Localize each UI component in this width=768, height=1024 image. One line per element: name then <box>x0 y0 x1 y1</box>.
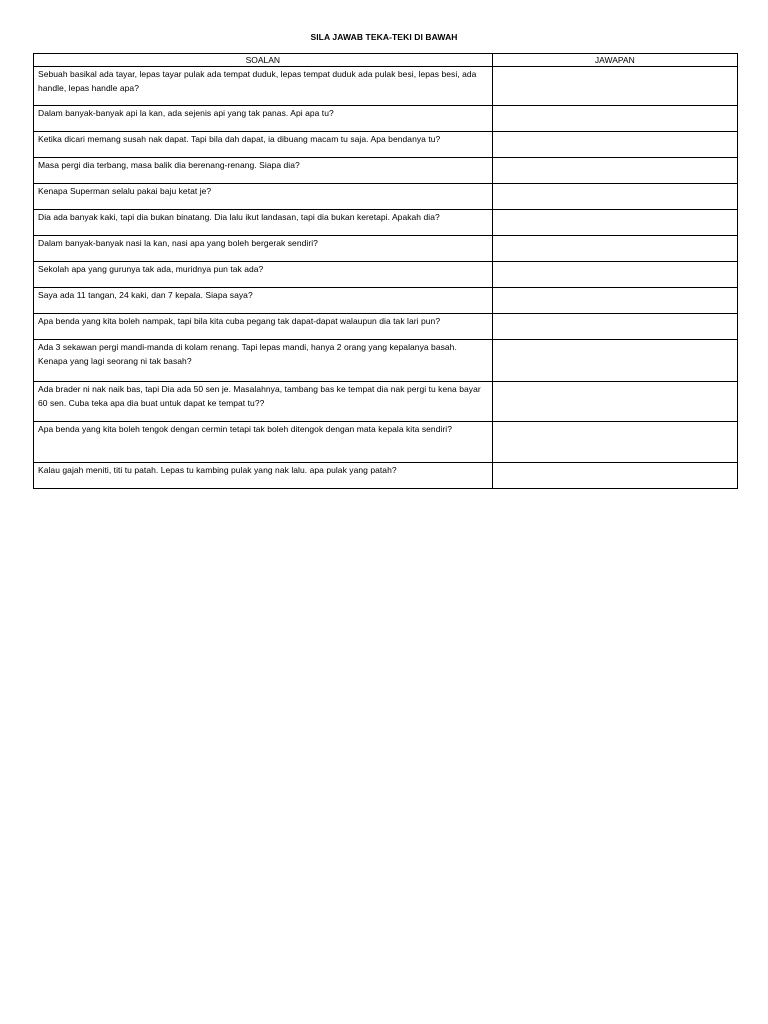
answer-cell[interactable] <box>492 236 737 262</box>
table-row <box>34 262 738 288</box>
answer-cell[interactable] <box>492 184 737 210</box>
answer-cell[interactable] <box>492 422 737 463</box>
question-cell: Apa benda yang kita boleh nampak, tapi bila kita cuba pegang tak dapat-dapat walaupun dia tak lari pun? <box>34 314 493 340</box>
header-answer: JAWAPAN <box>492 54 737 67</box>
table-row <box>34 463 738 489</box>
question-cell: Dalam banyak-banyak nasi la kan, nasi apa yang boleh bergerak sendiri? <box>34 236 493 262</box>
table-row <box>34 184 738 210</box>
answer-cell[interactable] <box>492 210 737 236</box>
answer-cell[interactable] <box>492 463 737 489</box>
table-row <box>34 106 738 132</box>
question-cell: Dalam banyak-banyak api la kan, ada sejenis api yang tak panas. Api apa tu? <box>34 106 493 132</box>
question-cell: Saya ada 11 tangan, 24 kaki, dan 7 kepala. Siapa saya? <box>34 288 493 314</box>
table-header-row <box>34 54 738 67</box>
table-row <box>34 158 738 184</box>
question-cell: Ketika dicari memang susah nak dapat. Tapi bila dah dapat, ia dibuang macam tu saja. Apa bendanya tu? <box>34 132 493 158</box>
table-row <box>34 422 738 463</box>
table-row <box>34 340 738 382</box>
answer-cell[interactable] <box>492 382 737 422</box>
answer-cell[interactable] <box>492 288 737 314</box>
question-cell: Masa pergi dia terbang, masa balik dia berenang-renang. Siapa dia? <box>34 158 493 184</box>
table-row <box>34 132 738 158</box>
question-cell: Ada brader ni nak naik bas, tapi Dia ada 50 sen je. Masalahnya, tambang bas ke tempat dia nak pergi tu kena bayar 60 sen. Cuba teka apa dia buat untuk dapat ke tempat tu?? <box>34 382 493 422</box>
question-cell: Kalau gajah meniti, titi tu patah. Lepas tu kambing pulak yang nak lalu. apa pulak yang patah? <box>34 463 493 489</box>
answer-cell[interactable] <box>492 158 737 184</box>
table-row <box>34 382 738 422</box>
question-cell: Apa benda yang kita boleh tengok dengan cermin tetapi tak boleh ditengok dengan mata kepala kita sendiri? <box>34 422 493 463</box>
table-row <box>34 314 738 340</box>
answer-cell[interactable] <box>492 340 737 382</box>
table-row <box>34 210 738 236</box>
answer-cell[interactable] <box>492 132 737 158</box>
question-cell: Ada 3 sekawan pergi mandi-manda di kolam renang. Tapi lepas mandi, hanya 2 orang yang kepalanya basah. Kenapa yang lagi seorang ni tak basah? <box>34 340 493 382</box>
answer-cell[interactable] <box>492 314 737 340</box>
answer-cell[interactable] <box>492 262 737 288</box>
question-cell: Sebuah basikal ada tayar, lepas tayar pulak ada tempat duduk, lepas tempat duduk ada pulak besi, lepas besi, ada handle, lepas handle apa? <box>34 67 493 106</box>
table-row <box>34 288 738 314</box>
answer-cell[interactable] <box>492 106 737 132</box>
question-cell: Sekolah apa yang gurunya tak ada, muridnya pun tak ada? <box>34 262 493 288</box>
table-row <box>34 67 738 106</box>
answer-cell[interactable] <box>492 67 737 106</box>
question-cell: Dia ada banyak kaki, tapi dia bukan binatang. Dia lalu ikut landasan, tapi dia bukan keretapi. Apakah dia? <box>34 210 493 236</box>
riddle-table <box>33 53 738 489</box>
table-row <box>34 236 738 262</box>
question-cell: Kenapa Superman selalu pakai baju ketat je? <box>34 184 493 210</box>
header-question: SOALAN <box>34 54 493 67</box>
page-title: SILA JAWAB TEKA-TEKI DI BAWAH <box>310 32 458 42</box>
